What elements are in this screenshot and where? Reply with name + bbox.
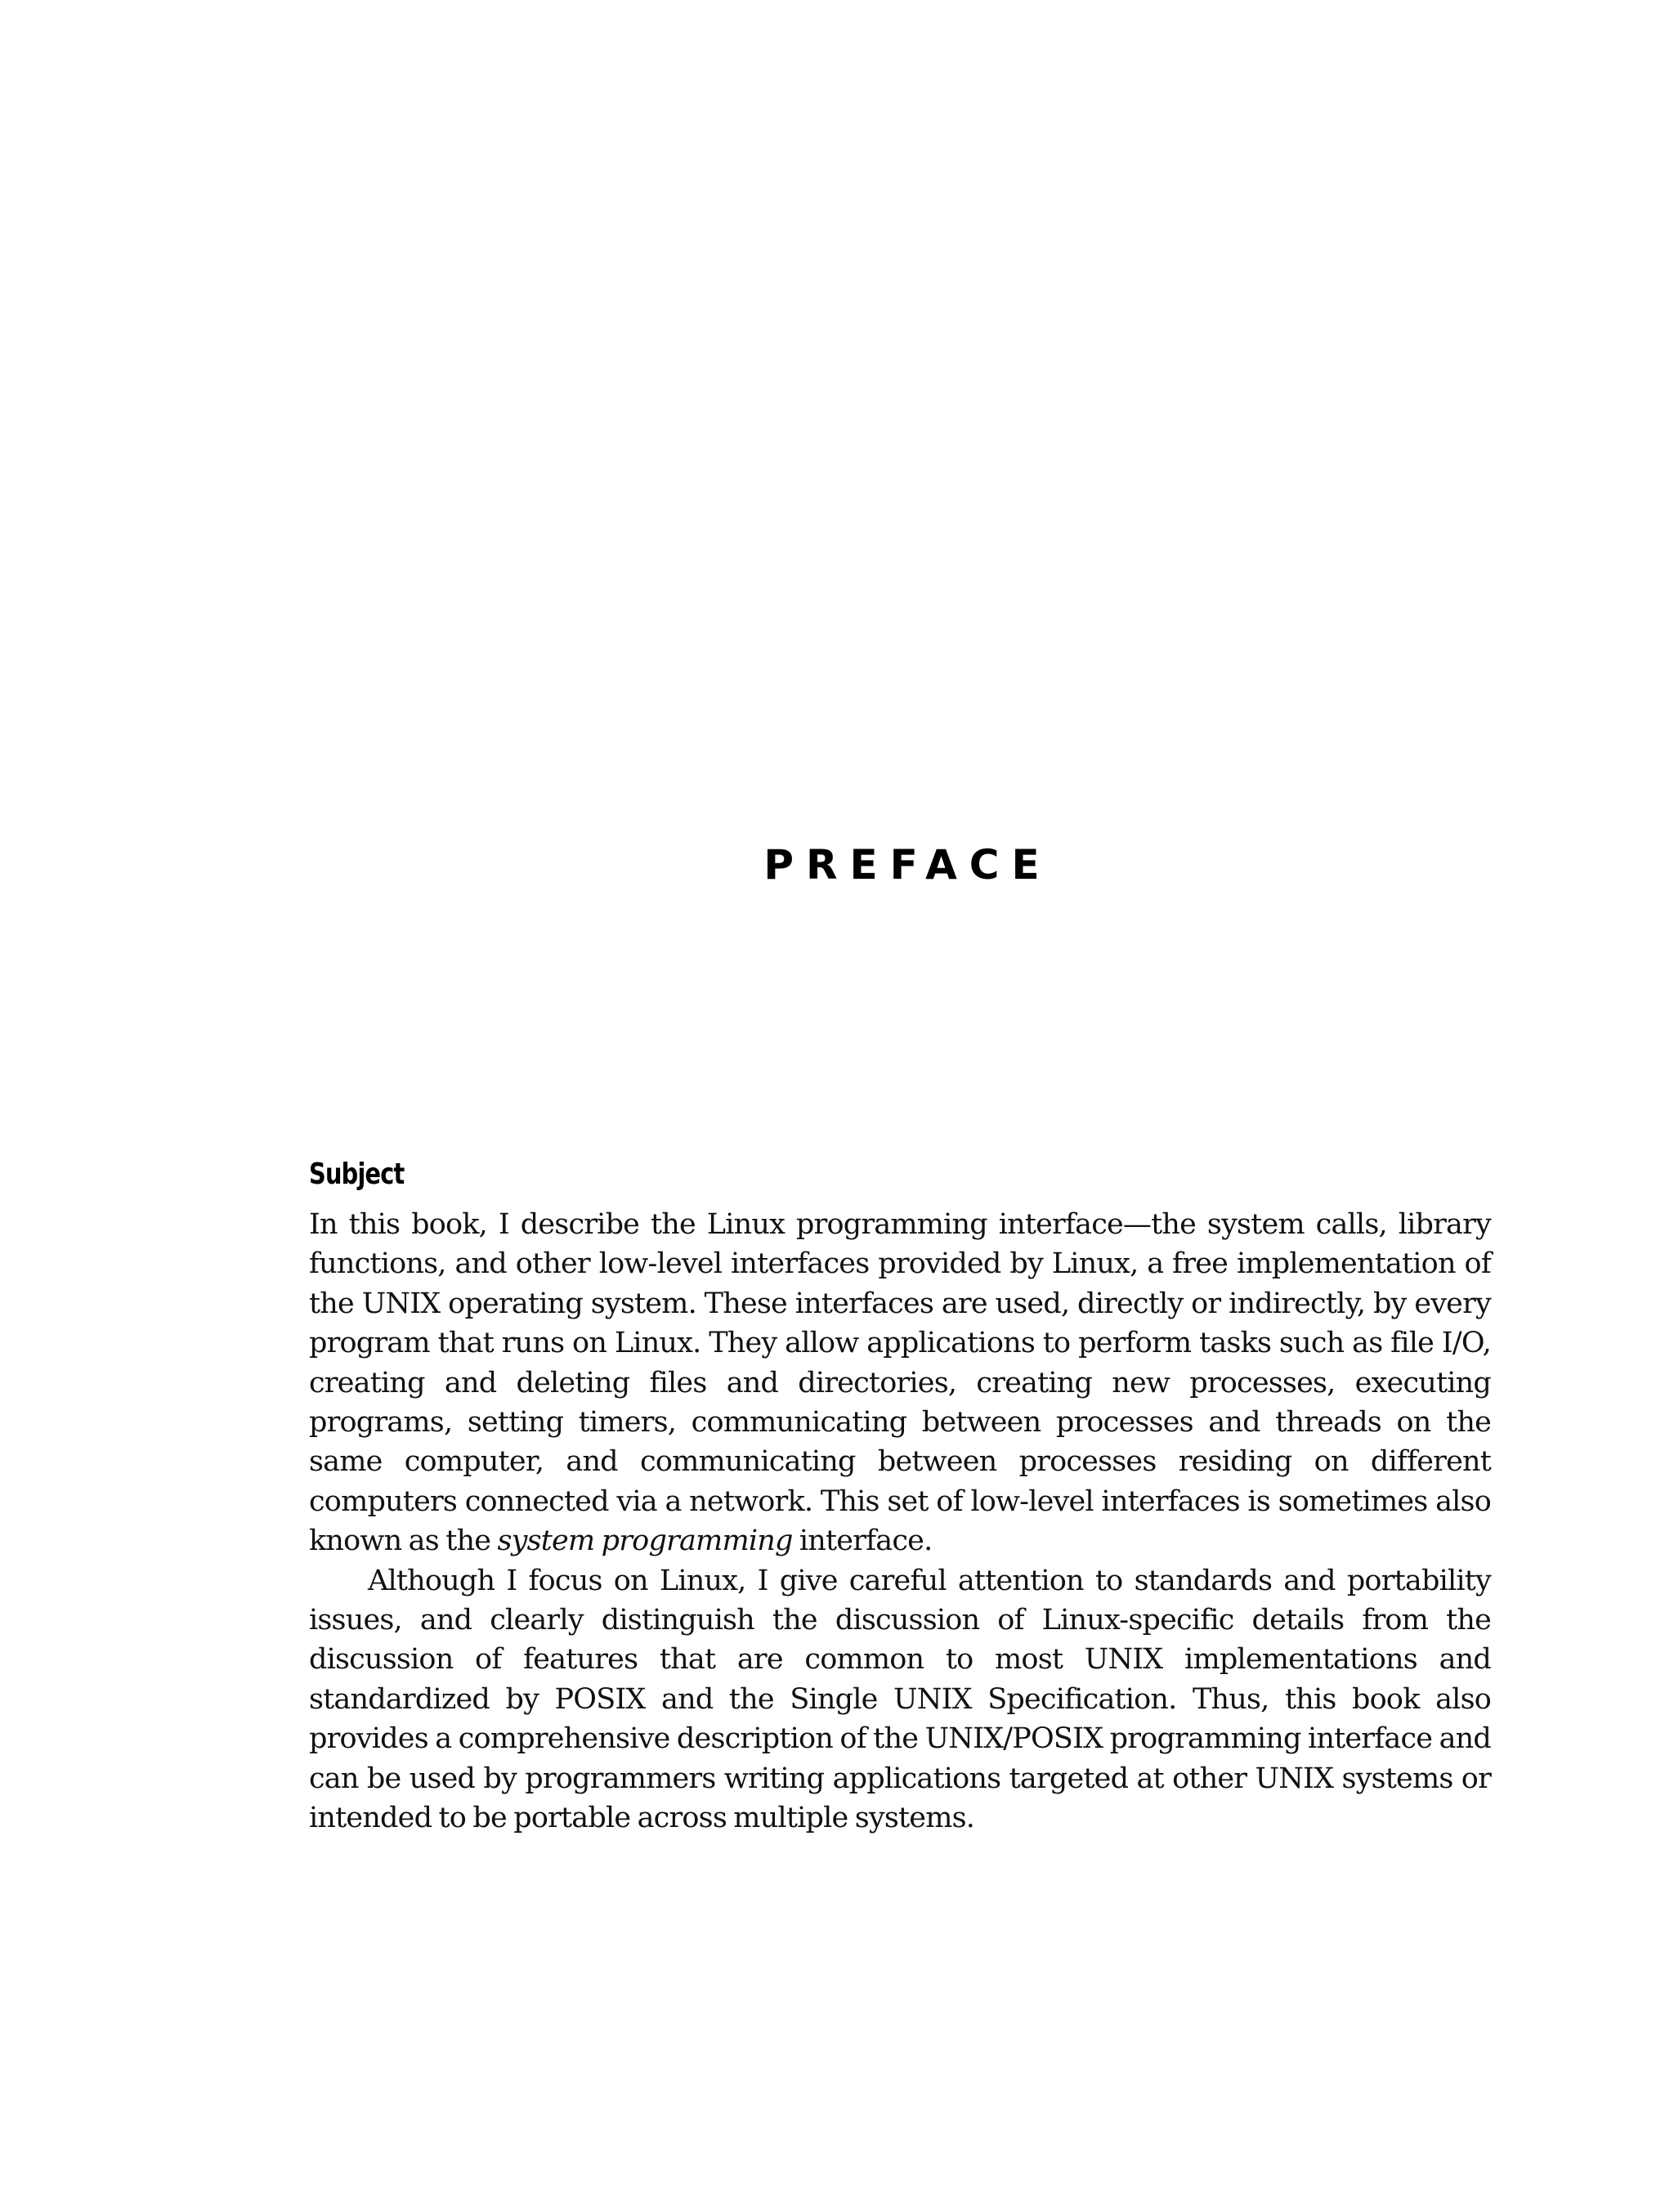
paragraph-1-emphasis: system programming xyxy=(497,1525,793,1558)
chapter-title: PREFACE xyxy=(763,841,1052,889)
paragraph-1-tail: interface. xyxy=(792,1525,933,1558)
section-heading: Subject xyxy=(309,1157,405,1191)
paragraph-2: Although I focus on Linux, I give careful attention to standards and portability issues, and clearly distinguish the discussion of Linux-specific details from the discussion of features that are common to most UNIX implementations and standardized by POSIX and the Single UNIX Specification. Thus, this book also provides a comprehensive description of the UNIX/POSIX programming interface and can be used by programmers writing applications targeted at other UNIX systems or intended to be portable across multiple systems. xyxy=(309,1564,1491,1835)
paragraph-1 xyxy=(309,1205,1491,1561)
paragraph-1-text: In this book, I describe the Linux programming interface—the system calls, library functions, and other low-level interfaces provided by Linux, a free implementation of the UNIX operating system. These interfaces are used, directly or indirectly, by every program that runs on Linux. They allow applications to perform tasks such as file I/O, creating and deleting files and directories, creating new processes, executing programs, setting timers, communicating between processes and threads on the same computer, and communicating between processes residing on different computers connected via a network. This set of low-level interfaces is sometimes also known as the xyxy=(309,1208,1491,1558)
section-body xyxy=(309,1205,1491,1838)
